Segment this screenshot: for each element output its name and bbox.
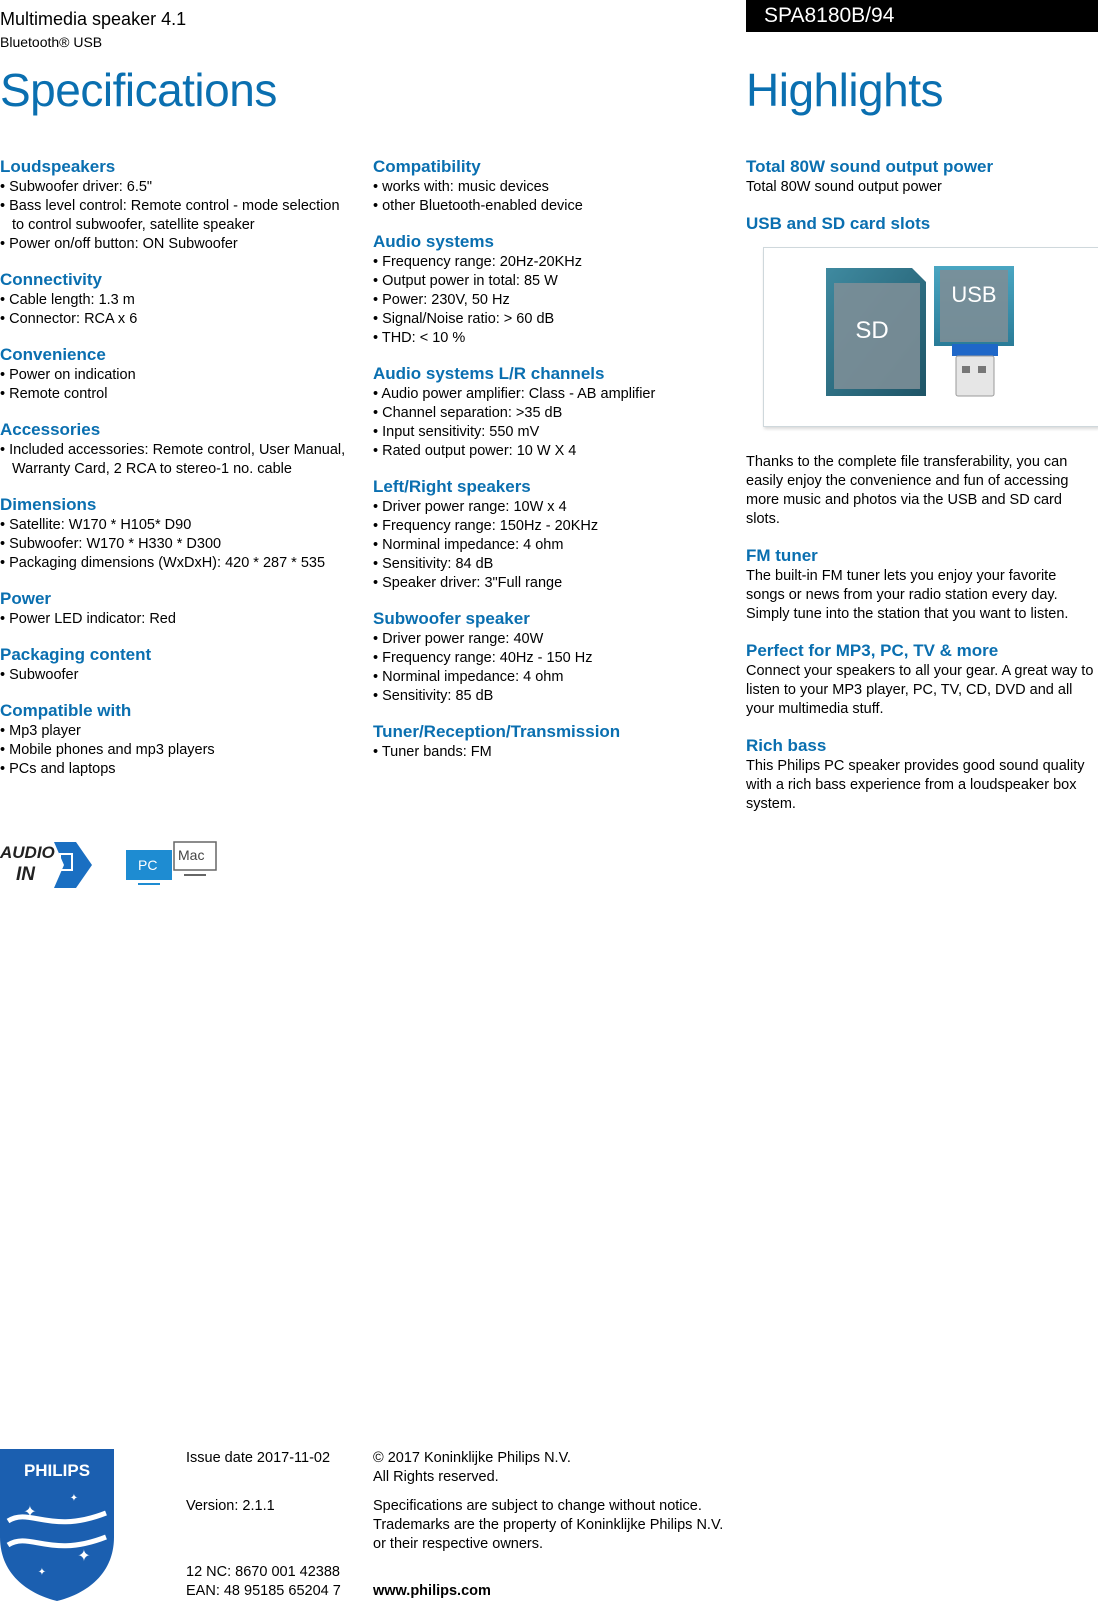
usb-label: USB xyxy=(951,282,997,307)
spec-item: • Frequency range: 150Hz - 20KHz xyxy=(373,517,713,536)
highlight-text: The built-in FM tuner lets you enjoy your favorite songs or news from your radio station every day. Simply tune into the station that you want to listen. xyxy=(746,568,1069,622)
spec-item: • Driver power range: 40W xyxy=(373,630,713,649)
version: Version: 2.1.1 xyxy=(186,1498,275,1514)
spec-item: • Frequency range: 20Hz-20KHz xyxy=(373,253,713,272)
spec-column-2 xyxy=(373,156,713,777)
highlight-rich-bass xyxy=(746,735,1098,814)
spec-heading: Packaging content xyxy=(0,645,152,664)
spec-item: • Connector: RCA x 6 xyxy=(0,310,352,329)
spec-heading: Compatibility xyxy=(373,157,481,176)
spec-section-subwoofer-speaker xyxy=(373,608,713,706)
product-title: Multimedia speaker 4.1 xyxy=(0,9,187,29)
spec-item: • Norminal impedance: 4 ohm xyxy=(373,536,713,555)
feature-logos xyxy=(0,838,240,894)
copyright-line-1: © 2017 Koninklijke Philips N.V. xyxy=(373,1450,571,1466)
spec-item: • other Bluetooth-enabled device xyxy=(373,197,713,216)
spec-section-left-right-speakers xyxy=(373,476,713,593)
spec-item: • Channel separation: >35 dB xyxy=(373,404,713,423)
notice-line-1: Specifications are subject to change without notice. xyxy=(373,1498,702,1514)
audio-in-text-line1: AUDIO xyxy=(0,843,55,862)
copyright-line-2: All Rights reserved. xyxy=(373,1469,499,1485)
highlight-usb-sd xyxy=(746,213,1098,529)
usb-sd-illustration xyxy=(764,248,1098,426)
shield-star-icon: ✦ xyxy=(37,1567,47,1578)
shield-star-icon: ✦ xyxy=(23,1504,37,1521)
highlight-text: Thanks to the complete file transferability, you can easily enjoy the convenience and fun of accessing more music and photos via the USB and SD card slots. xyxy=(746,454,1069,527)
usb-pin xyxy=(978,366,986,373)
spec-item: • Rated output power: 10 W X 4 xyxy=(373,442,713,461)
spec-item: • Subwoofer xyxy=(0,666,352,685)
pc-stand xyxy=(138,883,160,885)
notice-line-3: or their respective owners. xyxy=(373,1536,544,1552)
highlight-heading: Total 80W sound output power xyxy=(746,157,994,176)
usb-pin xyxy=(962,366,970,373)
shield-star-icon: ✦ xyxy=(69,1493,79,1504)
usb-neck xyxy=(952,344,998,356)
spec-section-dimensions xyxy=(0,494,352,573)
spec-section-connectivity xyxy=(0,269,352,329)
spec-item: • PCs and laptops xyxy=(0,760,352,779)
spec-section-packaging-content xyxy=(0,644,352,685)
mac-stand xyxy=(184,874,206,876)
highlights-column xyxy=(746,156,1098,830)
specifications-title: Specifications xyxy=(0,64,277,116)
philips-shield-logo xyxy=(0,1449,114,1601)
model-number-banner: SPA8180B/94 xyxy=(746,0,1098,32)
spec-item: • Power: 230V, 50 Hz xyxy=(373,291,713,310)
audio-in-text-line2: IN xyxy=(16,864,35,885)
spec-item: • Sensitivity: 84 dB xyxy=(373,555,713,574)
spec-section-accessories xyxy=(0,419,352,479)
spec-item: • Input sensitivity: 550 mV xyxy=(373,423,713,442)
spec-heading: Dimensions xyxy=(0,495,97,514)
spec-item: • Power on indication xyxy=(0,366,352,385)
usb-sd-product-image xyxy=(763,247,1098,427)
spec-item: • Remote control xyxy=(0,385,352,404)
spec-item: • Norminal impedance: 4 ohm xyxy=(373,668,713,687)
pc-label: PC xyxy=(138,857,158,873)
mac-label: Mac xyxy=(178,847,205,863)
highlight-heading: Perfect for MP3, PC, TV & more xyxy=(746,641,999,660)
highlight-heading: FM tuner xyxy=(746,546,818,565)
spec-heading: Connectivity xyxy=(0,270,103,289)
spec-heading: Left/Right speakers xyxy=(373,477,531,496)
spec-item: • Output power in total: 85 W xyxy=(373,272,713,291)
audio-in-logo xyxy=(0,842,92,888)
philips-wordmark: PHILIPS xyxy=(23,1461,91,1480)
spec-item: • Subwoofer driver: 6.5" xyxy=(0,178,352,197)
spec-section-compatibility xyxy=(373,156,713,216)
spec-heading: Accessories xyxy=(0,420,101,439)
spec-item: • Bass level control: Remote control - mode selection to control subwoofer, satellite speaker xyxy=(0,197,352,235)
sd-label: SD xyxy=(855,317,889,344)
highlight-fm-tuner xyxy=(746,545,1098,624)
spec-item: • Cable length: 1.3 m xyxy=(0,291,352,310)
highlight-text: Total 80W sound output power xyxy=(746,179,942,195)
spec-item: • Audio power amplifier: Class - AB amplifier xyxy=(373,385,713,404)
spec-heading: Subwoofer speaker xyxy=(373,609,530,628)
website-link[interactable]: www.philips.com xyxy=(373,1583,491,1599)
spec-item: • THD: < 10 % xyxy=(373,329,713,348)
spec-item: • Subwoofer: W170 * H330 * D300 xyxy=(0,535,352,554)
spec-column-1 xyxy=(0,156,352,794)
spec-section-audio-lr-channels xyxy=(373,363,713,461)
usb-connector xyxy=(956,356,994,396)
issue-date: Issue date 2017-11-02 xyxy=(186,1450,331,1466)
product-subtitle: Bluetooth® USB xyxy=(0,34,103,50)
highlight-text: Connect your speakers to all your gear. A great way to listen to your MP3 player, PC, TV, CD, DVD and all your multimedia stuff. xyxy=(746,663,1094,717)
spec-section-convenience xyxy=(0,344,352,404)
spec-section-power xyxy=(0,588,352,629)
spec-item: • Driver power range: 10W x 4 xyxy=(373,498,713,517)
notice-line-2: Trademarks are the property of Koninklijke Philips N.V. xyxy=(373,1517,724,1533)
spec-section-loudspeakers xyxy=(0,156,352,254)
spec-section-tuner xyxy=(373,721,713,762)
spec-item: • Mp3 player xyxy=(0,722,352,741)
highlight-total-power xyxy=(746,156,1098,197)
highlight-heading: Rich bass xyxy=(746,736,827,755)
spec-item: • works with: music devices xyxy=(373,178,713,197)
spec-item: • Packaging dimensions (WxDxH): 420 * 287 * 535 xyxy=(0,554,352,573)
spec-item: • Sensitivity: 85 dB xyxy=(373,687,713,706)
spec-section-compatible-with xyxy=(0,700,352,779)
spec-heading: Audio systems xyxy=(373,232,494,251)
spec-item: • Satellite: W170 * H105* D90 xyxy=(0,516,352,535)
spec-item: • Signal/Noise ratio: > 60 dB xyxy=(373,310,713,329)
spec-heading: Compatible with xyxy=(0,701,132,720)
highlight-text: This Philips PC speaker provides good sound quality with a rich bass experience from a loudspeaker box system. xyxy=(746,758,1085,812)
shield-star-icon: ✦ xyxy=(77,1548,91,1565)
highlights-title: Highlights xyxy=(746,64,943,116)
spec-section-audio-systems xyxy=(373,231,713,348)
pc-mac-logo xyxy=(126,842,216,885)
nc-number: 12 NC: 8670 001 42388 xyxy=(186,1564,340,1580)
spec-heading: Convenience xyxy=(0,345,106,364)
spec-item: • Included accessories: Remote control, User Manual, Warranty Card, 2 RCA to stereo-1 no. cable xyxy=(0,441,352,479)
highlight-mp3-pc-tv xyxy=(746,640,1098,719)
spec-heading: Power xyxy=(0,589,52,608)
spec-heading: Audio systems L/R channels xyxy=(373,364,605,383)
spec-item: • Power on/off button: ON Subwoofer xyxy=(0,235,352,254)
highlight-heading: USB and SD card slots xyxy=(746,214,931,233)
spec-item: • Speaker driver: 3"Full range xyxy=(373,574,713,593)
spec-heading: Tuner/Reception/Transmission xyxy=(373,722,621,741)
spec-item: • Mobile phones and mp3 players xyxy=(0,741,352,760)
spec-item: • Power LED indicator: Red xyxy=(0,610,352,629)
spec-heading: Loudspeakers xyxy=(0,157,116,176)
spec-item: • Frequency range: 40Hz - 150 Hz xyxy=(373,649,713,668)
spec-item: • Tuner bands: FM xyxy=(373,743,713,762)
ean-number: EAN: 48 95185 65204 7 xyxy=(186,1583,341,1599)
